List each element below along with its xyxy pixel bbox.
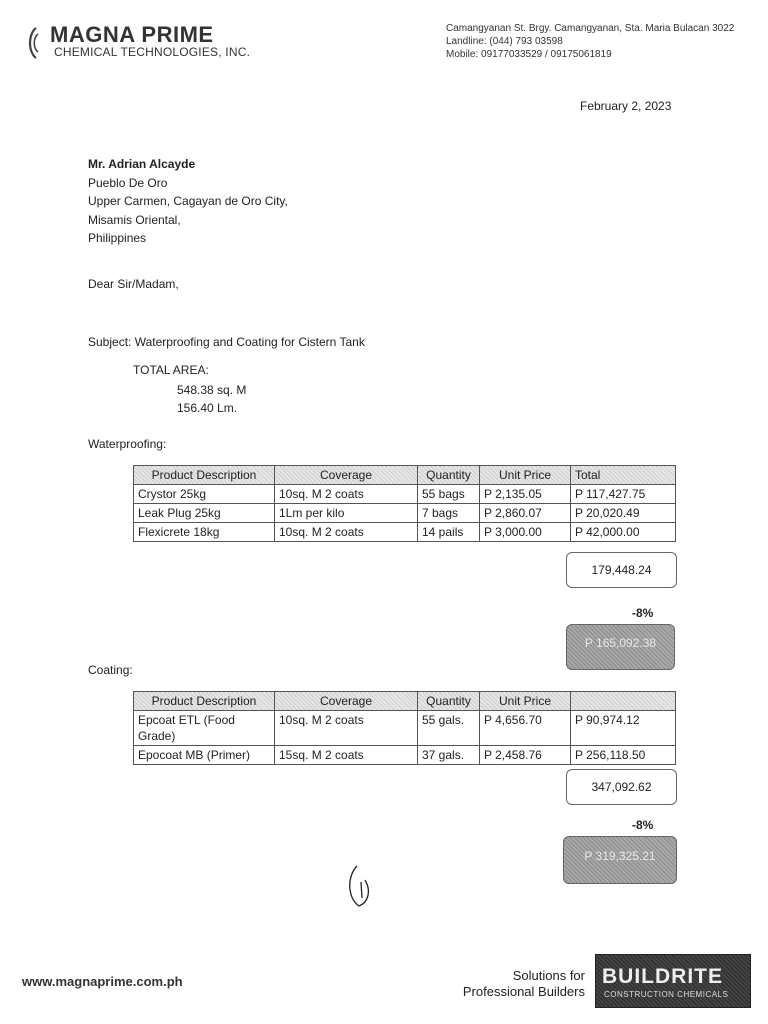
buildrite-logo xyxy=(595,954,751,1008)
column-header: Unit Price xyxy=(480,466,571,485)
column-header: Coverage xyxy=(275,466,418,485)
recipient-line: Upper Carmen, Cagayan de Oro City, xyxy=(88,194,288,209)
table-cell: P 2,860.07 xyxy=(480,504,571,523)
company-subtitle: CHEMICAL TECHNOLOGIES, INC. xyxy=(54,45,251,59)
table-cell: 15sq. M 2 coats xyxy=(275,746,418,765)
table-row xyxy=(134,485,676,504)
waterproofing-table xyxy=(133,465,676,542)
table-cell: 1Lm per kilo xyxy=(275,504,418,523)
table-cell: 7 bags xyxy=(418,504,480,523)
table-cell: 37 gals. xyxy=(418,746,480,765)
table-row xyxy=(134,523,676,542)
footer-tagline xyxy=(430,968,585,1000)
column-header: Coverage xyxy=(275,692,418,711)
coating-discount: -8% xyxy=(632,818,654,832)
table-cell: P 4,656.70 xyxy=(480,711,571,746)
table-cell: P 2,135.05 xyxy=(480,485,571,504)
recipient-name: Mr. Adrian Alcayde xyxy=(88,157,196,171)
table-cell: 14 pails xyxy=(418,523,480,542)
coating-heading: Coating: xyxy=(88,663,133,677)
company-contact xyxy=(446,22,734,61)
waterproofing-heading: Waterproofing: xyxy=(88,437,167,451)
table-cell: Crystor 25kg xyxy=(134,485,275,504)
table-cell: 55 bags xyxy=(418,485,480,504)
table-row xyxy=(134,746,676,765)
company-landline: Landline: (044) 793 03598 xyxy=(446,36,563,47)
table-cell: Epcoat ETL (Food Grade) xyxy=(134,711,275,746)
subject-line: Subject: Waterproofing and Coating for Cistern Tank xyxy=(88,335,365,349)
column-header: Product Description xyxy=(134,692,275,711)
table-cell: P 3,000.00 xyxy=(480,523,571,542)
company-mobile: Mobile: 09177033529 / 09175061819 xyxy=(446,49,612,60)
total-area-lm: 156.40 Lm. xyxy=(177,401,238,415)
table-cell: Leak Plug 25kg xyxy=(134,504,275,523)
letter-date: February 2, 2023 xyxy=(580,99,672,113)
handwritten-mark-icon xyxy=(345,862,375,912)
column-header: Product Description xyxy=(134,466,275,485)
column-header: Quantity xyxy=(418,466,480,485)
table-cell: P 20,020.49 xyxy=(571,504,676,523)
column-header: Total xyxy=(571,466,676,485)
tagline-line: Solutions for xyxy=(512,968,585,983)
table-cell: 55 gals. xyxy=(418,711,480,746)
column-header: Unit Price xyxy=(480,692,571,711)
table-cell: Epocoat MB (Primer) xyxy=(134,746,275,765)
table-cell: P 117,427.75 xyxy=(571,485,676,504)
column-header xyxy=(571,692,676,711)
recipient-line: Philippines xyxy=(88,231,147,246)
table-cell: 10sq. M 2 coats xyxy=(275,485,418,504)
greeting: Dear Sir/Madam, xyxy=(88,277,179,291)
total-area-sqm: 548.38 sq. M xyxy=(177,383,247,397)
tagline-line: Professional Builders xyxy=(462,984,585,999)
recipient-address xyxy=(88,155,288,248)
table-cell: P 2,458.76 xyxy=(480,746,571,765)
table-row xyxy=(134,504,676,523)
buildrite-logo-sub: CONSTRUCTION CHEMICALS xyxy=(604,990,729,999)
table-cell: Flexicrete 18kg xyxy=(134,523,275,542)
recipient-line: Pueblo De Oro xyxy=(88,175,168,190)
table-header-row xyxy=(134,692,676,711)
table-cell: P 90,974.12 xyxy=(571,711,676,746)
waterproofing-net-total: P 165,092.38 xyxy=(566,624,675,670)
waterproofing-discount: -8% xyxy=(632,606,654,620)
buildrite-logo-text: BUILDRITE xyxy=(602,965,723,988)
table-cell: 10sq. M 2 coats xyxy=(275,711,418,746)
table-row xyxy=(134,711,676,746)
coating-net-total: P 319,325.21 xyxy=(563,836,677,884)
table-cell: P 256,118.50 xyxy=(571,746,676,765)
table-cell: P 42,000.00 xyxy=(571,523,676,542)
company-logo-icon xyxy=(26,26,40,60)
column-header: Quantity xyxy=(418,692,480,711)
table-header-row xyxy=(134,466,676,485)
company-name: MAGNA PRIME xyxy=(50,22,214,47)
waterproofing-subtotal: 179,448.24 xyxy=(566,552,677,588)
recipient-line: Misamis Oriental, xyxy=(88,212,181,227)
website-link[interactable]: www.magnaprime.com.ph xyxy=(22,974,183,989)
coating-table xyxy=(133,691,676,765)
coating-subtotal: 347,092.62 xyxy=(566,769,677,805)
total-area-label: TOTAL AREA: xyxy=(133,363,209,377)
company-address: Camangyanan St. Brgy. Camangyanan, Sta. Maria Bulacan 3022 xyxy=(446,23,735,34)
table-cell: 10sq. M 2 coats xyxy=(275,523,418,542)
